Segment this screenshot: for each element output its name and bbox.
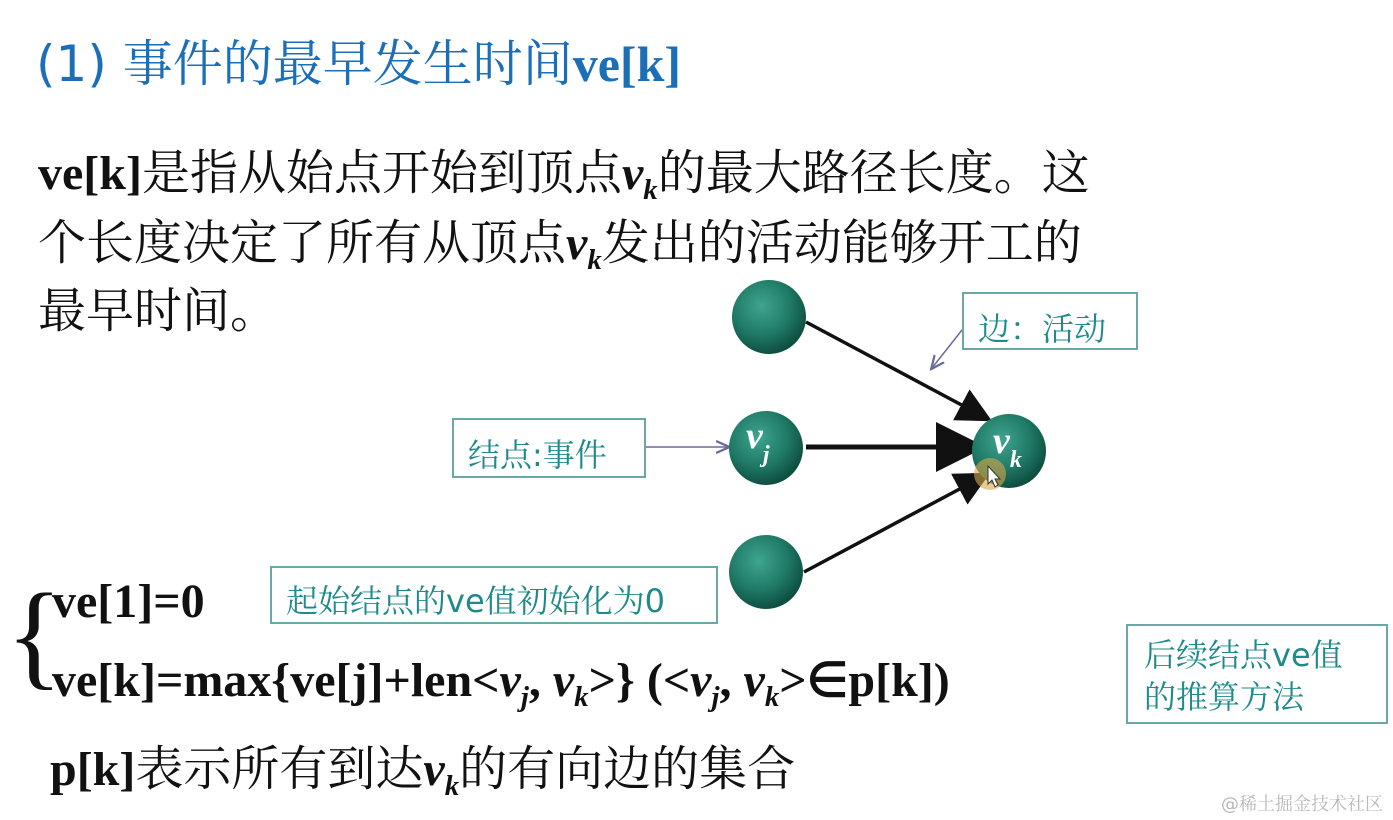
- formula-recurrence: $ve[k]=\max\{ve[j]+len<v_j$, $v_k>$} ($<v_j$, $v_k>\in p[k]$): [52, 654, 950, 714]
- vk-symbol: $v_k$: [566, 217, 602, 277]
- node-predecessor-bottom: [729, 535, 803, 609]
- pk-definition: p[k]表示所有到达$v_k$的有向边的集合: [50, 741, 796, 803]
- vj-symbol: $v_j$: [499, 654, 529, 714]
- paragraph-text: 个长度决定了所有从顶点: [38, 215, 567, 271]
- callout-pointer-edge: [932, 330, 962, 368]
- callout-recurrence: [1126, 624, 1388, 724]
- edge-top-to-vk: [806, 322, 986, 418]
- watermark: @稀土掘金技术社区: [1221, 794, 1383, 815]
- ve-k-symbol: ve[k]: [38, 147, 142, 200]
- edge-bottom-to-vk: [804, 476, 984, 572]
- vk-symbol: $v_k$: [423, 743, 460, 803]
- vk-symbol: $v_k$: [743, 654, 780, 714]
- vk-symbol: $v_k$: [552, 654, 589, 714]
- paragraph-text: 发出的活动能够开工的: [601, 215, 1082, 271]
- callout-init: 起始结点的ve值初始化为0: [270, 566, 718, 624]
- node-vk-label: $v_k$: [993, 420, 1022, 473]
- callout-recurrence-line-2: 的推算方法: [1144, 678, 1305, 716]
- node-predecessor-top: [732, 280, 806, 354]
- title-text: 事件的最早发生时间: [106, 35, 573, 93]
- pk-symbol: p[k]: [50, 743, 136, 796]
- paragraph-line-3: 最早时间。: [38, 283, 279, 339]
- callout-edge-activity: 边：活动: [962, 292, 1138, 350]
- title-symbol: ve[k]: [572, 36, 682, 92]
- vj-symbol: $v_j$: [690, 654, 720, 714]
- callout-node-event: 结点:事件: [452, 418, 646, 478]
- paragraph-text: 是指从始点开始到顶点: [141, 145, 622, 201]
- title-number: (1): [36, 35, 107, 93]
- callout-recurrence-line-1: 后续结点ve值: [1144, 636, 1343, 674]
- paragraph-text: 的最大路径长度。这: [657, 145, 1090, 201]
- node-vj-label: $v_j$: [746, 415, 770, 468]
- formula-init: ve[1]=0: [52, 575, 205, 628]
- vk-symbol: $v_k$: [621, 147, 658, 207]
- formula-brace: {: [6, 569, 63, 700]
